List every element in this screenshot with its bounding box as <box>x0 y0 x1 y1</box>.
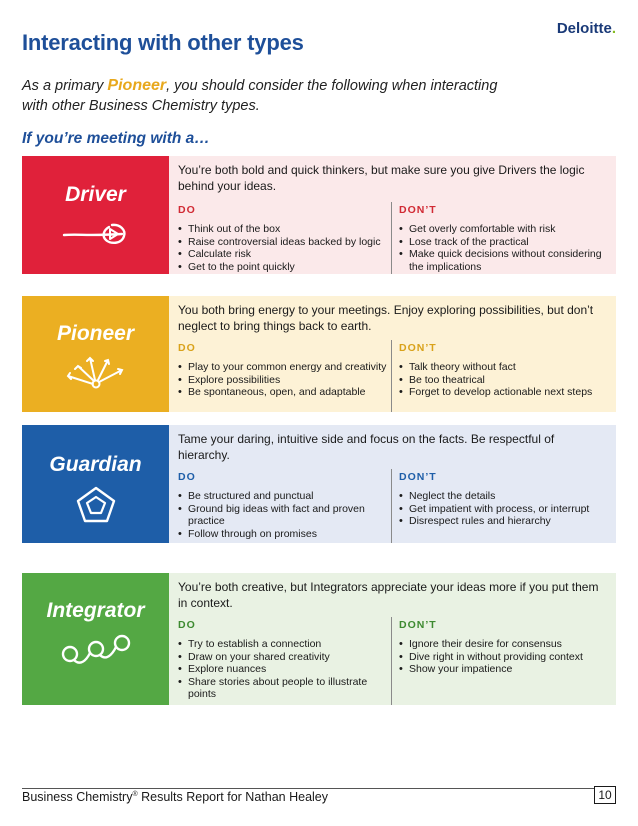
driver-arrow-icon <box>60 218 132 250</box>
guardian-pentagon-icon <box>74 485 118 525</box>
pioneer-do-heading: DO <box>178 342 196 354</box>
guardian-card <box>22 425 616 543</box>
pioneer-divider <box>391 340 392 412</box>
list-item: • Be too theatrical <box>399 374 611 387</box>
list-item: • Be structured and punctual <box>178 490 390 503</box>
footer-text: Business Chemistry® Results Report for Nathan Healey <box>22 790 328 804</box>
pioneer-burst-icon <box>60 354 132 394</box>
integrator-content <box>169 573 616 705</box>
integrator-dont-heading: DON’T <box>399 619 437 631</box>
integrator-do-column <box>178 619 390 701</box>
pioneer-type-name: Pioneer <box>56 322 135 345</box>
integrator-loops-icon <box>56 633 136 667</box>
list-item: • Ignore their desire for consensus <box>399 638 611 651</box>
footer-rule <box>22 788 594 789</box>
list-item: • Disrespect rules and hierarchy <box>399 515 611 528</box>
list-item: • Be spontaneous, open, and adaptable <box>178 386 390 399</box>
guardian-do-heading: DO <box>178 471 196 483</box>
driver-summary: You’re both bold and quick thinkers, but make sure you give Drivers the logic behind your ideas. <box>178 163 585 193</box>
guardian-summary: Tame your daring, intuitive side and focus on the facts. Be respectful of hierarchy. <box>178 432 555 462</box>
page-title: Interacting with other types <box>22 30 304 55</box>
list-item: • Play to your common energy and creativity <box>178 361 390 374</box>
list-item: • Follow through on promises <box>178 528 390 541</box>
driver-content <box>169 156 616 274</box>
pioneer-dont-column <box>399 342 611 399</box>
guardian-type-name: Guardian <box>49 453 142 476</box>
pioneer-content <box>169 296 616 412</box>
guardian-divider <box>391 469 392 543</box>
pioneer-dont-heading: DON’T <box>399 342 437 354</box>
pioneer-do-list <box>178 361 390 399</box>
list-item: • Dive right in without providing context <box>399 651 611 664</box>
intro-text: As a primary Pioneer, you should consider the following when interacting with other Business Chemistry types. <box>22 77 498 114</box>
driver-dont-list <box>399 223 611 273</box>
driver-card <box>22 156 616 274</box>
list-item: • Explore possibilities <box>178 374 390 387</box>
list-item: • Share stories about people to illustrate points <box>178 676 390 701</box>
list-item: • Get overly comfortable with risk <box>399 223 611 236</box>
deloitte-logo: Deloitte. <box>556 20 616 37</box>
guardian-dont-heading: DON’T <box>399 471 437 483</box>
primary-type-highlight: Pioneer <box>107 77 167 94</box>
list-item: • Calculate risk <box>178 248 390 261</box>
list-item: • Think out of the box <box>178 223 390 236</box>
integrator-do-list <box>178 638 390 701</box>
list-item: • Explore nuances <box>178 663 390 676</box>
guardian-dont-list <box>399 490 611 528</box>
list-item: • Lose track of the practical <box>399 236 611 249</box>
list-item: • Forget to develop actionable next steps <box>399 386 611 399</box>
integrator-dont-list <box>399 638 611 676</box>
list-item: • Ground big ideas with fact and proven practice <box>178 503 390 528</box>
list-item: • Neglect the details <box>399 490 611 503</box>
list-item: • Show your impatience <box>399 663 611 676</box>
list-item: • Draw on your shared creativity <box>178 651 390 664</box>
guardian-do-list <box>178 490 390 540</box>
integrator-dont-column <box>399 619 611 676</box>
driver-do-heading: DO <box>178 204 196 216</box>
driver-do-column <box>178 204 390 273</box>
driver-dont-heading: DON’T <box>399 204 437 216</box>
guardian-dont-column <box>399 471 611 528</box>
integrator-card <box>22 573 616 705</box>
integrator-do-heading: DO <box>178 619 196 631</box>
pioneer-dont-list <box>399 361 611 399</box>
list-item: • Get impatient with process, or interrupt <box>399 503 611 516</box>
list-item: • Make quick decisions without considering the implications <box>399 248 611 273</box>
integrator-summary: You’re both creative, but Integrators appreciate your ideas more if you put them in context. <box>178 580 599 610</box>
driver-badge <box>22 156 169 274</box>
driver-do-list <box>178 223 390 273</box>
integrator-divider <box>391 617 392 705</box>
guardian-badge <box>22 425 169 543</box>
list-item: • Raise controversial ideas backed by logic <box>178 236 390 249</box>
driver-type-name: Driver <box>65 183 126 206</box>
driver-divider <box>391 202 392 274</box>
driver-dont-column <box>399 204 611 273</box>
list-item: • Talk theory without fact <box>399 361 611 374</box>
list-item: • Get to the point quickly <box>178 261 390 274</box>
guardian-do-column <box>178 471 390 540</box>
pioneer-summary: You both bring energy to your meetings. Enjoy exploring possibilities, but don’t neglect to bring things back to earth. <box>178 303 594 333</box>
integrator-badge <box>22 573 169 705</box>
pioneer-card <box>22 296 616 412</box>
list-item: • Try to establish a connection <box>178 638 390 651</box>
integrator-type-name: Integrator <box>46 599 145 622</box>
guardian-content <box>169 425 616 543</box>
page-number: 10 <box>594 786 616 804</box>
pioneer-badge <box>22 296 169 412</box>
pioneer-do-column <box>178 342 390 399</box>
section-subhead: If you’re meeting with a… <box>22 130 210 147</box>
